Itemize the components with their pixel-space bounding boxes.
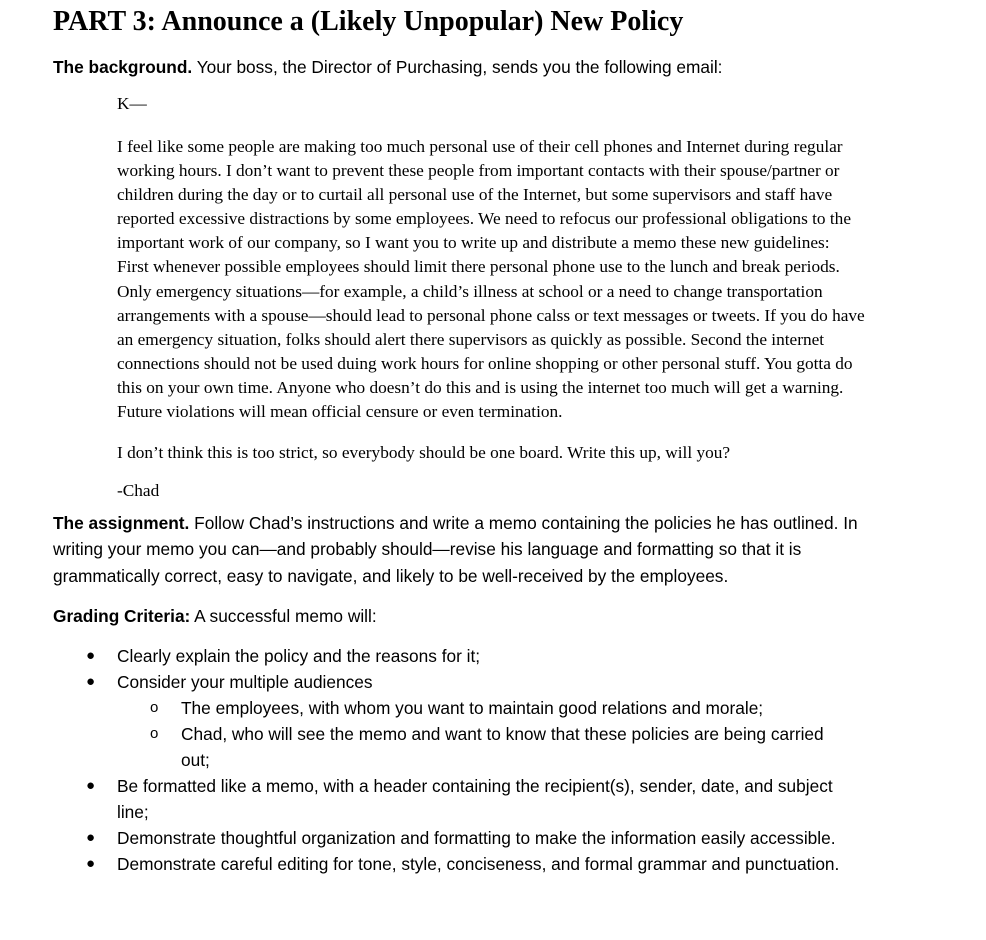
- email-body-line: an emergency situation, folks should alert there supervisors as quickly as possible. Second the internet: [117, 329, 825, 349]
- email-body-line: Future violations will mean official censure or even termination.: [117, 402, 563, 422]
- email-body-line: children during the day or to curtail all personal use of the Internet, but some supervisors and staff have: [117, 185, 833, 205]
- bullet-icon: ●: [86, 855, 96, 872]
- grading-criteria-heading: [53, 603, 377, 629]
- page-title: PART 3: Announce a (Likely Unpopular) New Policy: [53, 6, 684, 37]
- criteria-subtext: Chad, who will see the memo and want to know that these policies are being carried: [181, 724, 824, 744]
- criteria-item: [0, 643, 986, 669]
- email-signoff: -Chad: [117, 481, 160, 501]
- email-body-line: this on your own time. Anyone who doesn’t do this and is using the internet too much will get a warning.: [117, 377, 844, 397]
- background-label: The background.: [53, 57, 193, 77]
- criteria-subtext: out;: [181, 750, 210, 770]
- email-body-line: connections should not be used duing work hours for online shopping or other personal stuff. You gotta do: [117, 353, 853, 373]
- criteria-text: Be formatted like a memo, with a header containing the recipient(s), sender, date, and subject: [117, 776, 833, 796]
- criteria-subtext: The employees, with whom you want to maintain good relations and morale;: [181, 698, 764, 718]
- email-body-line: arrangements with a spouse—should lead to personal phone calss or text messages or tweets. If you do have: [117, 305, 865, 325]
- criteria-subitem: [117, 695, 986, 721]
- circle-bullet-icon: o: [150, 725, 159, 742]
- email-body-line: important work of our company, so I want you to write up and distribute a memo these new guidelines:: [117, 233, 830, 253]
- audience-sublist: [117, 695, 986, 773]
- email-body-line: I feel like some people are making too much personal use of their cell phones and Internet during regular: [117, 137, 843, 156]
- email-body-line: Only emergency situations—for example, a child’s illness at school or a need to change transportation: [117, 281, 823, 301]
- email-body: [117, 135, 907, 424]
- bullet-icon: ●: [86, 673, 96, 690]
- email-closing: I don’t think this is too strict, so everybody should be one board. Write this up, will you?: [117, 443, 731, 463]
- assignment-text: Follow Chad’s instructions and write a memo containing the policies he has outlined. In: [189, 513, 858, 533]
- background-text: Your boss, the Director of Purchasing, sends you the following email:: [192, 57, 723, 77]
- criteria-list: [0, 643, 986, 877]
- criteria-text: Demonstrate careful editing for tone, style, conciseness, and formal grammar and punctuation.: [117, 854, 840, 874]
- background-paragraph: [53, 54, 953, 80]
- criteria-text: Consider your multiple audiences: [117, 672, 373, 692]
- assignment-line: [53, 510, 953, 536]
- assignment-label: The assignment.: [53, 513, 190, 533]
- criteria-item: [0, 851, 986, 877]
- criteria-item: [0, 773, 986, 825]
- circle-bullet-icon: o: [150, 699, 159, 716]
- email-greeting: K—: [117, 94, 147, 113]
- grading-label: Grading Criteria:: [53, 606, 191, 626]
- bullet-icon: ●: [86, 777, 96, 794]
- criteria-subitem: [117, 721, 986, 773]
- criteria-text: Demonstrate thoughtful organization and formatting to make the information easily accessible.: [117, 828, 836, 848]
- criteria-item: [0, 669, 986, 773]
- bullet-icon: ●: [86, 647, 96, 664]
- grading-text: A successful memo will:: [190, 606, 377, 626]
- assignment-line: writing your memo you can—and probably should—revise his language and formatting so that it is: [53, 539, 802, 560]
- criteria-text: line;: [117, 802, 149, 822]
- bullet-icon: ●: [86, 829, 96, 846]
- email-body-line: First whenever possible employees should limit there personal phone use to the lunch and break periods.: [117, 257, 840, 277]
- email-quote: [117, 90, 907, 503]
- criteria-text: Clearly explain the policy and the reasons for it;: [117, 646, 481, 666]
- assignment-line: grammatically correct, easy to navigate, and likely to be well-received by the employees.: [53, 565, 729, 586]
- email-body-line: working hours. I don’t want to prevent these people from important contacts with their spouse/partner or: [117, 161, 840, 181]
- assignment-paragraph: [53, 510, 953, 589]
- criteria-item: [0, 825, 986, 851]
- email-body-line: reported excessive distractions by some employees. We need to refocus our professional obligations to the: [117, 209, 851, 229]
